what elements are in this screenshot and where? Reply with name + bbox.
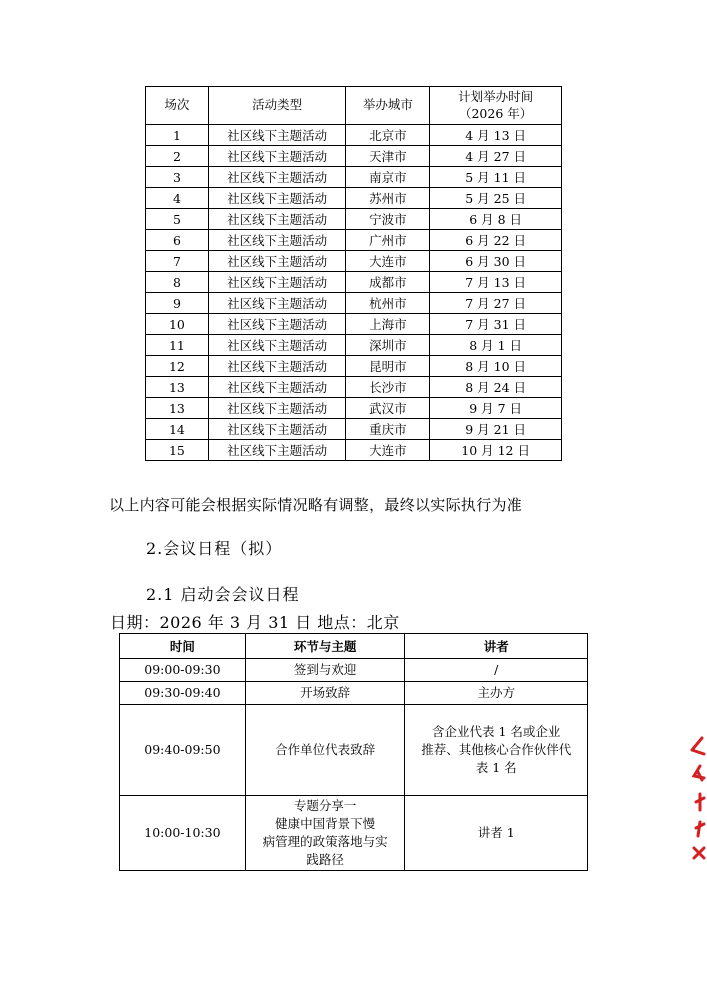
cell-session: 9 <box>146 293 209 314</box>
agenda-speaker <box>405 682 588 705</box>
table-row <box>146 209 562 230</box>
cell-city: 大连市 <box>346 251 430 272</box>
cell-city: 长沙市 <box>346 377 430 398</box>
agenda-row <box>120 659 588 682</box>
cell-city: 大连市 <box>346 440 430 461</box>
cell-date: 7 月 31 日 <box>430 314 562 335</box>
agenda-topic-line: 病管理的政策落地与实 <box>262 834 388 849</box>
header-activity-type: 活动类型 <box>208 87 346 125</box>
agenda-table <box>119 633 588 871</box>
header-topic: 环节与主题 <box>245 634 405 659</box>
cell-date: 5 月 11 日 <box>430 167 562 188</box>
cell-activity-type: 社区线下主题活动 <box>208 377 346 398</box>
cell-activity-type: 社区线下主题活动 <box>208 293 346 314</box>
cell-date: 10 月 12 日 <box>430 440 562 461</box>
table-row <box>146 356 562 377</box>
cell-city: 深圳市 <box>346 335 430 356</box>
cell-session: 5 <box>146 209 209 230</box>
table-row <box>146 314 562 335</box>
cell-city: 北京市 <box>346 125 430 146</box>
agenda-speaker <box>405 659 588 682</box>
cell-activity-type: 社区线下主题活动 <box>208 314 346 335</box>
table-row <box>146 272 562 293</box>
agenda-topic <box>245 682 405 705</box>
cell-activity-type: 社区线下主题活动 <box>208 167 346 188</box>
cell-session: 3 <box>146 167 209 188</box>
agenda-time: 09:00-09:30 <box>120 659 246 682</box>
header-time: 时间 <box>120 634 246 659</box>
cell-date: 8 月 1 日 <box>430 335 562 356</box>
cell-session: 1 <box>146 125 209 146</box>
cell-date: 7 月 27 日 <box>430 293 562 314</box>
cell-activity-type: 社区线下主题活动 <box>208 419 346 440</box>
cell-date: 9 月 21 日 <box>430 419 562 440</box>
cell-city: 宁波市 <box>346 209 430 230</box>
cell-session: 12 <box>146 356 209 377</box>
header-session: 场次 <box>146 87 209 125</box>
cell-date: 8 月 10 日 <box>430 356 562 377</box>
table-row <box>146 125 562 146</box>
table-row <box>146 167 562 188</box>
cell-city: 广州市 <box>346 230 430 251</box>
agenda-row <box>120 682 588 705</box>
cell-activity-type: 社区线下主题活动 <box>208 398 346 419</box>
cell-date: 5 月 25 日 <box>430 188 562 209</box>
cell-activity-type: 社区线下主题活动 <box>208 230 346 251</box>
cell-city: 苏州市 <box>346 188 430 209</box>
table-row <box>146 419 562 440</box>
agenda-topic <box>245 796 405 871</box>
agenda-row <box>120 796 588 871</box>
cell-city: 上海市 <box>346 314 430 335</box>
cell-city: 武汉市 <box>346 398 430 419</box>
table-row <box>146 377 562 398</box>
cell-activity-type: 社区线下主题活动 <box>208 440 346 461</box>
cell-date: 6 月 22 日 <box>430 230 562 251</box>
agenda-topic-line: 践路径 <box>306 852 344 868</box>
agenda-topic-line: 专题分享一 <box>293 797 357 813</box>
cell-session: 13 <box>146 398 209 419</box>
table-row <box>146 440 562 461</box>
cell-activity-type: 社区线下主题活动 <box>208 209 346 230</box>
table-row <box>146 146 562 167</box>
cell-city: 南京市 <box>346 167 430 188</box>
header-planned-date: 计划举办时间 （2026 年） <box>430 87 562 125</box>
table-row <box>146 293 562 314</box>
agenda-header-row <box>120 634 588 659</box>
cell-session: 6 <box>146 230 209 251</box>
header-city: 举办城市 <box>346 87 430 125</box>
agenda-time: 10:00-10:30 <box>120 796 246 871</box>
table-row <box>146 251 562 272</box>
agenda-speaker-line: 含企业代表 1 名或企业 <box>431 723 561 739</box>
agenda-speaker <box>405 796 588 871</box>
cell-session: 11 <box>146 335 209 356</box>
cell-session: 4 <box>146 188 209 209</box>
cell-session: 8 <box>146 272 209 293</box>
cell-date: 9 月 7 日 <box>430 398 562 419</box>
agenda-speaker-line: 推荐、其他核心合作伙伴代 <box>421 741 572 757</box>
cell-session: 10 <box>146 314 209 335</box>
cell-activity-type: 社区线下主题活动 <box>208 251 346 272</box>
adjustment-note: 以上内容可能会根据实际情况略有调整，最终以实际执行为准 <box>109 496 523 514</box>
cell-activity-type: 社区线下主题活动 <box>208 146 346 167</box>
agenda-speaker <box>405 705 588 796</box>
table-row <box>146 230 562 251</box>
agenda-topic-line: 开场致辞 <box>300 684 351 700</box>
agenda-topic-line: 合作单位代表致辞 <box>275 741 376 757</box>
agenda-topic-line: 健康中国背景下慢 <box>275 815 376 831</box>
cell-session: 2 <box>146 146 209 167</box>
cell-city: 昆明市 <box>346 356 430 377</box>
cell-activity-type: 社区线下主题活动 <box>208 356 346 377</box>
cell-city: 成都市 <box>346 272 430 293</box>
agenda-speaker-line: / <box>494 661 499 677</box>
cell-date: 6 月 8 日 <box>430 209 562 230</box>
agenda-time: 09:40-09:50 <box>120 705 246 796</box>
table-row <box>146 188 562 209</box>
cell-activity-type: 社区线下主题活动 <box>208 188 346 209</box>
table-row <box>146 335 562 356</box>
subsection-heading: 2.1 启动会会议日程 <box>146 585 300 604</box>
cell-city: 杭州市 <box>346 293 430 314</box>
cell-date: 4 月 13 日 <box>430 125 562 146</box>
agenda-speaker-line: 表 1 名 <box>475 760 517 776</box>
event-schedule-table <box>145 86 562 461</box>
cell-date: 4 月 27 日 <box>430 146 562 167</box>
cell-activity-type: 社区线下主题活动 <box>208 272 346 293</box>
cell-date: 6 月 30 日 <box>430 251 562 272</box>
header-speaker: 讲者 <box>405 634 588 659</box>
agenda-topic-line: 签到与欢迎 <box>293 661 357 677</box>
cell-date: 7 月 13 日 <box>430 272 562 293</box>
cell-activity-type: 社区线下主题活动 <box>208 335 346 356</box>
table-header-row <box>146 87 562 125</box>
cell-session: 14 <box>146 419 209 440</box>
cell-session: 15 <box>146 440 209 461</box>
agenda-topic <box>245 705 405 796</box>
agenda-speaker-line: 主办方 <box>477 684 515 700</box>
agenda-speaker-line: 讲者 1 <box>477 824 515 840</box>
cell-city: 重庆市 <box>346 419 430 440</box>
agenda-time: 09:30-09:40 <box>120 682 246 705</box>
cell-city: 天津市 <box>346 146 430 167</box>
cell-activity-type: 社区线下主题活动 <box>208 125 346 146</box>
agenda-topic <box>245 659 405 682</box>
date-location-line: 日期：2026 年 3 月 31 日 地点：北京 <box>110 613 400 632</box>
agenda-row <box>120 705 588 796</box>
cell-session: 13 <box>146 377 209 398</box>
section-heading: 2.会议日程（拟） <box>146 539 283 558</box>
red-seal-stamp-fragment <box>686 732 707 862</box>
cell-date: 8 月 24 日 <box>430 377 562 398</box>
table-row <box>146 398 562 419</box>
cell-session: 7 <box>146 251 209 272</box>
